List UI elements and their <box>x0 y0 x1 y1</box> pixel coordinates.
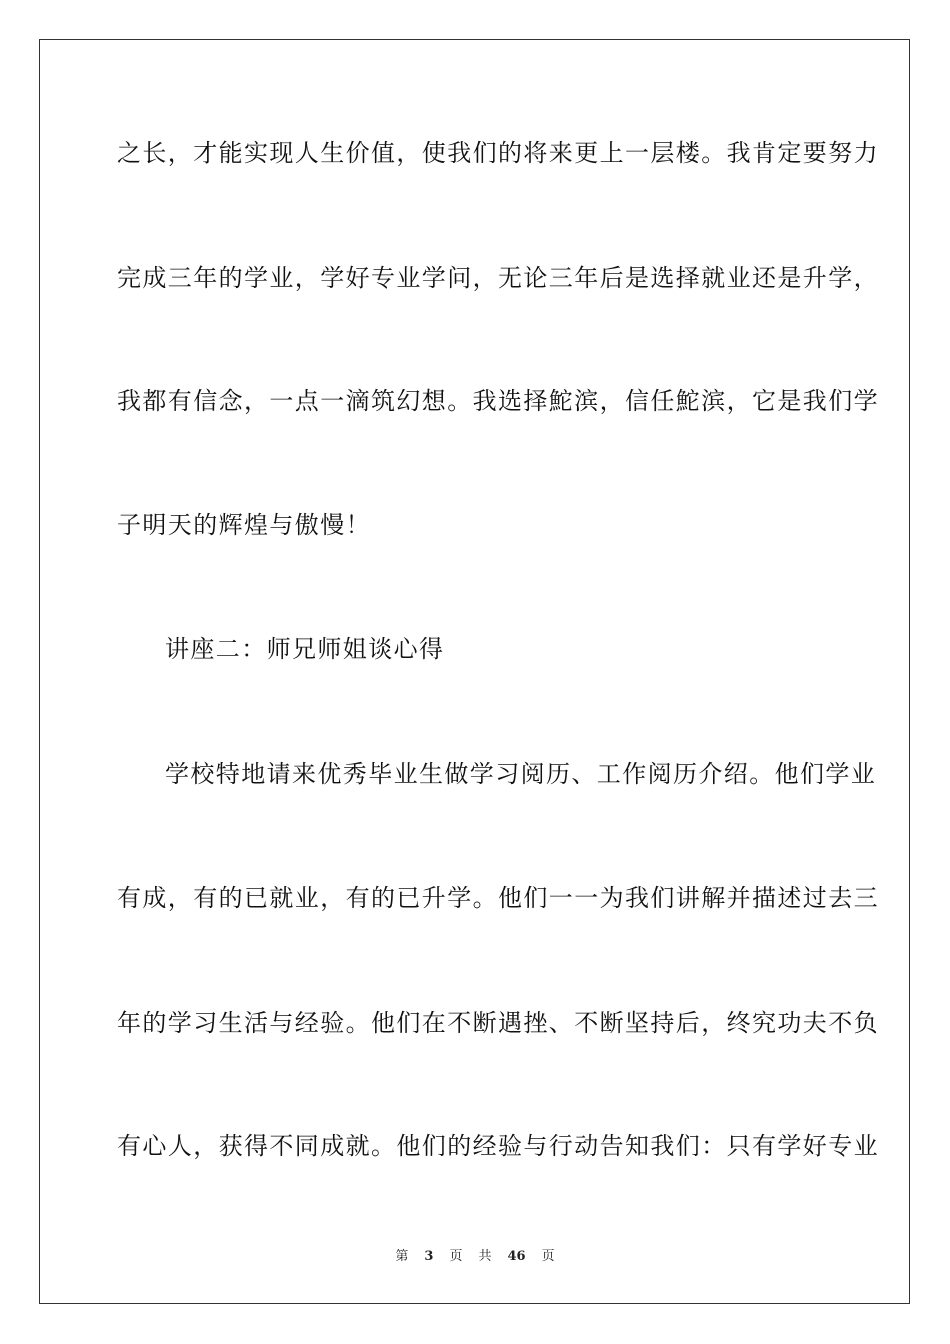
section-heading: 讲座二：师兄师姐谈心得 <box>165 635 445 663</box>
total-page-count: 46 <box>507 1249 526 1264</box>
body-text-line: 有心人，获得不同成就。他们的经验与行动告知我们：只有学好专业 <box>117 1132 879 1160</box>
total-pages-indicator: 共 46 页 <box>478 1249 555 1264</box>
page-footer <box>0 1248 950 1266</box>
page-border <box>39 39 910 1304</box>
page-indicator: 第 3 页 <box>395 1249 463 1264</box>
body-text-line: 学校特地请来优秀毕业生做学习阅历、工作阅历介绍。他们学业 <box>165 760 877 788</box>
body-text-line: 子明天的辉煌与傲慢！ <box>117 511 371 539</box>
body-text-line: 之长，才能实现人生价值，使我们的将来更上一层楼。我肯定要努力 <box>117 139 879 167</box>
current-page-number: 3 <box>424 1249 434 1264</box>
body-text-line: 完成三年的学业，学好专业学问，无论三年后是选择就业还是升学， <box>117 264 879 292</box>
body-text-line: 我都有信念，一点一滴筑幻想。我选择鮀滨，信任鮀滨，它是我们学 <box>117 387 879 415</box>
body-text-line: 有成，有的已就业，有的已升学。他们一一为我们讲解并描述过去三 <box>117 884 879 912</box>
body-text-line: 年的学习生活与经验。他们在不断遇挫、不断坚持后，终究功夫不负 <box>117 1009 879 1037</box>
